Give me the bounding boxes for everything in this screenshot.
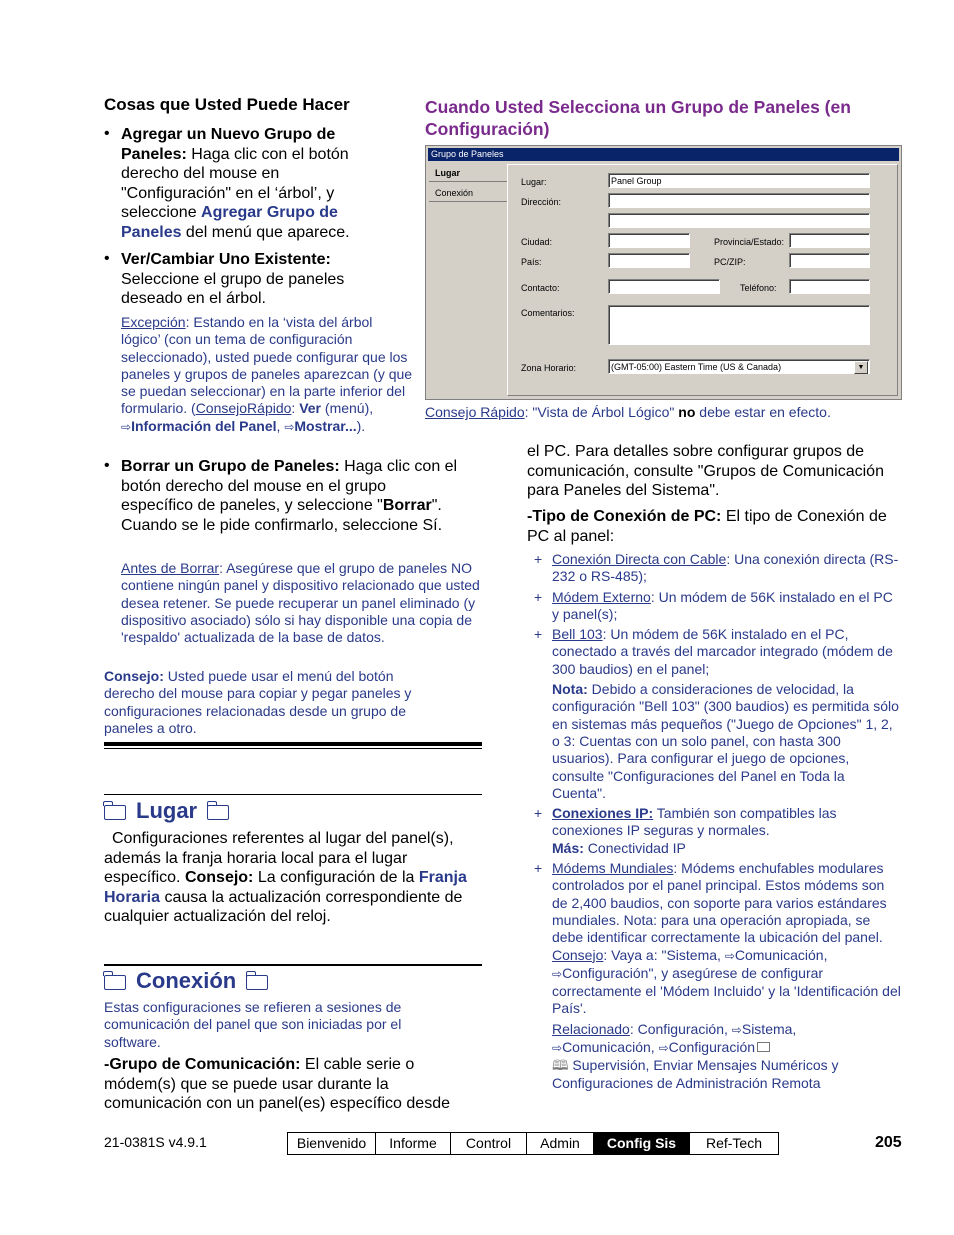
label-contacto: Contacto:	[521, 283, 560, 293]
provincia-input[interactable]	[789, 233, 870, 248]
folder-icon	[104, 975, 126, 990]
nav-tab-ref-tech[interactable]: Ref-Tech	[705, 1135, 763, 1151]
franja-horaria-link[interactable]: Franja Horaria	[104, 869, 467, 906]
dialog-tabs	[429, 164, 507, 394]
consejo-rapido-link[interactable]: ConsejoRápido	[195, 400, 292, 417]
bell-note: Nota: Debido a consideraciones de velocidad, la configuración "Bell 103" (300 baudios) es permitida sólo en sistemas más pequeños ("Juego de Opciones" 1, 2, o 3: Cuentas con un solo panel, con hasta 300 usuarios). Para configurar el juego de opciones, consulte "Configuraciones del Panel en Toda la Cuenta".	[552, 681, 899, 801]
exception-note: Excepción: Estando en la ‘vista del árbol lógico’ (con un tema de configuración seleccionado), usted puede configurar que los paneles y grupos de paneles aparezcan (y que se puedan seleccionar) en la parte inferior del formulario. (ConsejoRápido: Ver (menú), ⇨Información del Panel, ⇨Mostrar...).	[121, 314, 413, 434]
arrow-icon: ⇨	[552, 966, 563, 981]
label-comentarios: Comentarios:	[521, 308, 575, 318]
bell103-link[interactable]: Bell 103	[552, 626, 603, 643]
ciudad-input[interactable]	[608, 233, 690, 248]
bullet-add-group: Agregar un Nuevo Grupo de Paneles: Haga clic con el botón derecho del mouse en "Configuración" en el ‘árbol’, y seleccione Agregar Grupo de Paneles del menú que aparece.	[121, 126, 350, 241]
plus-icon: +	[534, 626, 543, 643]
list-item: + Módems Mundiales: Módems enchufables modulares controlados por el panel principal. Estos módems son de 2,400 baudios, con soporte para varios estándares mundiales. Nota: para una operación apropiada, se debe identificar correctamente la ubicación del panel. Consejo: Vaya a: "Sistema, ⇨Comunicación, ⇨Configuración", y asegúrese de configurar correctamente el 'Módem Incluido' y la 'Identificación del País'.	[534, 860, 901, 1017]
direccion-input-2[interactable]	[608, 213, 870, 228]
nav-tab-control[interactable]: Control	[451, 1133, 527, 1154]
page-number: 205	[875, 1134, 902, 1151]
footer-nav	[287, 1132, 779, 1155]
nav-tab-informe[interactable]: Informe	[376, 1133, 451, 1154]
label-provincia: Provincia/Estado:	[714, 237, 785, 247]
zona-horaria-select[interactable]: (GMT-05:00) Eastern Time (US & Canada) ▼	[608, 359, 870, 374]
continued-text: el PC. Para detalles sobre configurar grupos de comunicación, consulte "Grupos de Comunicación para Paneles del Sistema".	[527, 443, 884, 500]
lugar-description: Configuraciones referentes al lugar del panel(s), además la franja horaria local para el lugar específico. Consejo: La configuración de la Franja Horaria causa la actualización correspondiente de cualquier actualización del reloj.	[104, 830, 467, 926]
tab-conexion[interactable]: Conexión	[429, 184, 507, 202]
dialog-titlebar: Grupo de Paneles	[428, 148, 899, 161]
list-item: + Conexiones IP: También son compatibles las conexiones IP seguras y normales. Más: Conectividad IP	[534, 805, 837, 856]
arrow-icon: ⇨	[284, 419, 295, 434]
consejo-link[interactable]: Consejo	[552, 946, 604, 963]
related-note: Relacionado: Configuración, ⇨Sistema, ⇨Comunicación, ⇨Configuración 🕮 Supervisión, Enviar Mensajes Numéricos y Configuraciones de Administración Remota	[552, 1020, 839, 1091]
bullet-dot: •	[104, 457, 110, 474]
label-zona: Zona Horario:	[521, 363, 577, 373]
nav-tab-config-sis[interactable]: Config Sis	[594, 1133, 690, 1154]
arrow-icon: ⇨	[121, 419, 132, 434]
label-zip: PC/ZIP:	[714, 257, 746, 267]
quick-tip-link[interactable]: Consejo Rápido	[425, 404, 525, 420]
bullet-dot: •	[104, 250, 110, 267]
before-delete-link[interactable]: Antes de Borrar	[121, 560, 220, 576]
grupo-comunicacion: -Grupo de Comunicación: El cable serie o módem(s) que se puede usar durante la comunicación con un panel(es) específico desde	[104, 1056, 450, 1113]
label-direccion: Dirección:	[521, 197, 562, 207]
bullet-view-change: Ver/Cambiar Uno Existente: Seleccione el grupo de paneles deseado en el árbol.	[121, 251, 345, 308]
tip-note: Consejo: Usted puede usar el menú del botón derecho del mouse para copiar y pegar paneles y configuraciones relacionadas desde un grupo de paneles a otro.	[104, 668, 412, 736]
plus-icon: +	[534, 860, 543, 877]
folder-icon	[104, 805, 126, 820]
lugar-section-title: Lugar	[104, 798, 229, 824]
thin-divider	[104, 748, 482, 749]
related-link[interactable]: Relacionado	[552, 1020, 630, 1037]
list-item: + Módem Externo: Un módem de 56K instalado en el PC y panel(s);	[534, 588, 893, 622]
list-item: + Bell 103: Un módem de 56K instalado en el PC, conectado a través del marcador integrado (módem de 300 baudios) en el panel;	[534, 626, 893, 677]
bullet-dot: •	[104, 125, 110, 142]
dialog-form	[507, 164, 898, 396]
plus-icon: +	[534, 588, 543, 605]
plus-icon: +	[534, 551, 543, 567]
folder-icon	[246, 975, 268, 990]
arrow-icon: ⇨	[724, 948, 735, 963]
thick-divider	[104, 742, 482, 746]
conexion-intro: Estas configuraciones se refieren a sesiones de comunicación del panel que son iniciadas por el software.	[104, 999, 402, 1050]
folder-icon	[207, 805, 229, 820]
ip-connections-link[interactable]: Conexiones IP:	[552, 805, 654, 822]
doc-id: 21-0381S v4.9.1	[104, 1134, 207, 1150]
dropdown-arrow-icon[interactable]: ▼	[854, 361, 868, 374]
panel-group-dialog	[425, 145, 902, 400]
exception-link[interactable]: Excepción	[121, 314, 186, 330]
left-heading: Cosas que Usted Puede Hacer	[104, 95, 350, 114]
label-ciudad: Ciudad:	[521, 237, 553, 247]
book-icon: 🕮	[552, 1057, 569, 1074]
label-pais: País:	[521, 257, 542, 267]
zip-input[interactable]	[789, 253, 870, 268]
pais-input[interactable]	[608, 253, 690, 268]
before-delete-note: Antes de Borrar: Asegúrese que el grupo de paneles NO contiene ningún panel y dispositivo relacionado que usted desea retener. Se puede recuperar un panel eliminado (y dispositivo asociado) sólo si hay disponible una copia de 'respaldo' actualizada de la base de datos.	[121, 560, 480, 646]
bullet-delete-group: Borrar un Grupo de Paneles: Haga clic con el botón derecho del mouse en el grupo específico de paneles, y seleccione "Borrar". Cuando se le pide confirmarlo, seleccione Sí.	[121, 458, 458, 534]
add-group-link[interactable]: Agregar Grupo de Paneles	[121, 204, 338, 241]
plus-icon: +	[534, 805, 543, 822]
direccion-input-1[interactable]	[608, 193, 870, 208]
arrow-icon: ⇨	[658, 1041, 669, 1056]
world-modems-link[interactable]: Módems Mundiales	[552, 860, 674, 877]
external-modem-link[interactable]: Módem Externo	[552, 588, 651, 605]
folder-icon	[757, 1042, 770, 1052]
tipo-conexion: -Tipo de Conexión de PC: El tipo de Conexión de PC al panel:	[527, 508, 887, 545]
label-lugar: Lugar:	[521, 177, 547, 187]
nav-tab-bienvenido[interactable]: Bienvenido	[288, 1133, 376, 1154]
contacto-input[interactable]	[608, 279, 720, 294]
section-rule	[104, 964, 482, 966]
nav-tab-admin[interactable]: Admin	[527, 1133, 594, 1154]
quick-tip: Consejo Rápido: "Vista de Árbol Lógico" no debe estar en efecto.	[425, 404, 831, 420]
conexion-section-title: Conexión	[104, 968, 268, 994]
connection-type-list	[534, 551, 902, 1092]
right-heading: Cuando Usted Selecciona un Grupo de Paneles (en Configuración)	[425, 97, 851, 139]
list-item: + Conexión Directa con Cable: Una conexión directa (RS-232 o RS-485);	[534, 551, 899, 585]
telefono-input[interactable]	[789, 279, 870, 294]
arrow-icon: ⇨	[552, 1041, 563, 1056]
lugar-input[interactable]: Panel Group	[608, 173, 870, 188]
section-rule	[104, 794, 482, 795]
comentarios-textarea[interactable]	[608, 305, 870, 345]
tab-lugar[interactable]: Lugar	[429, 164, 507, 182]
arrow-icon: ⇨	[731, 1022, 742, 1037]
direct-cable-link[interactable]: Conexión Directa con Cable	[552, 551, 727, 567]
label-telefono: Teléfono:	[740, 283, 777, 293]
